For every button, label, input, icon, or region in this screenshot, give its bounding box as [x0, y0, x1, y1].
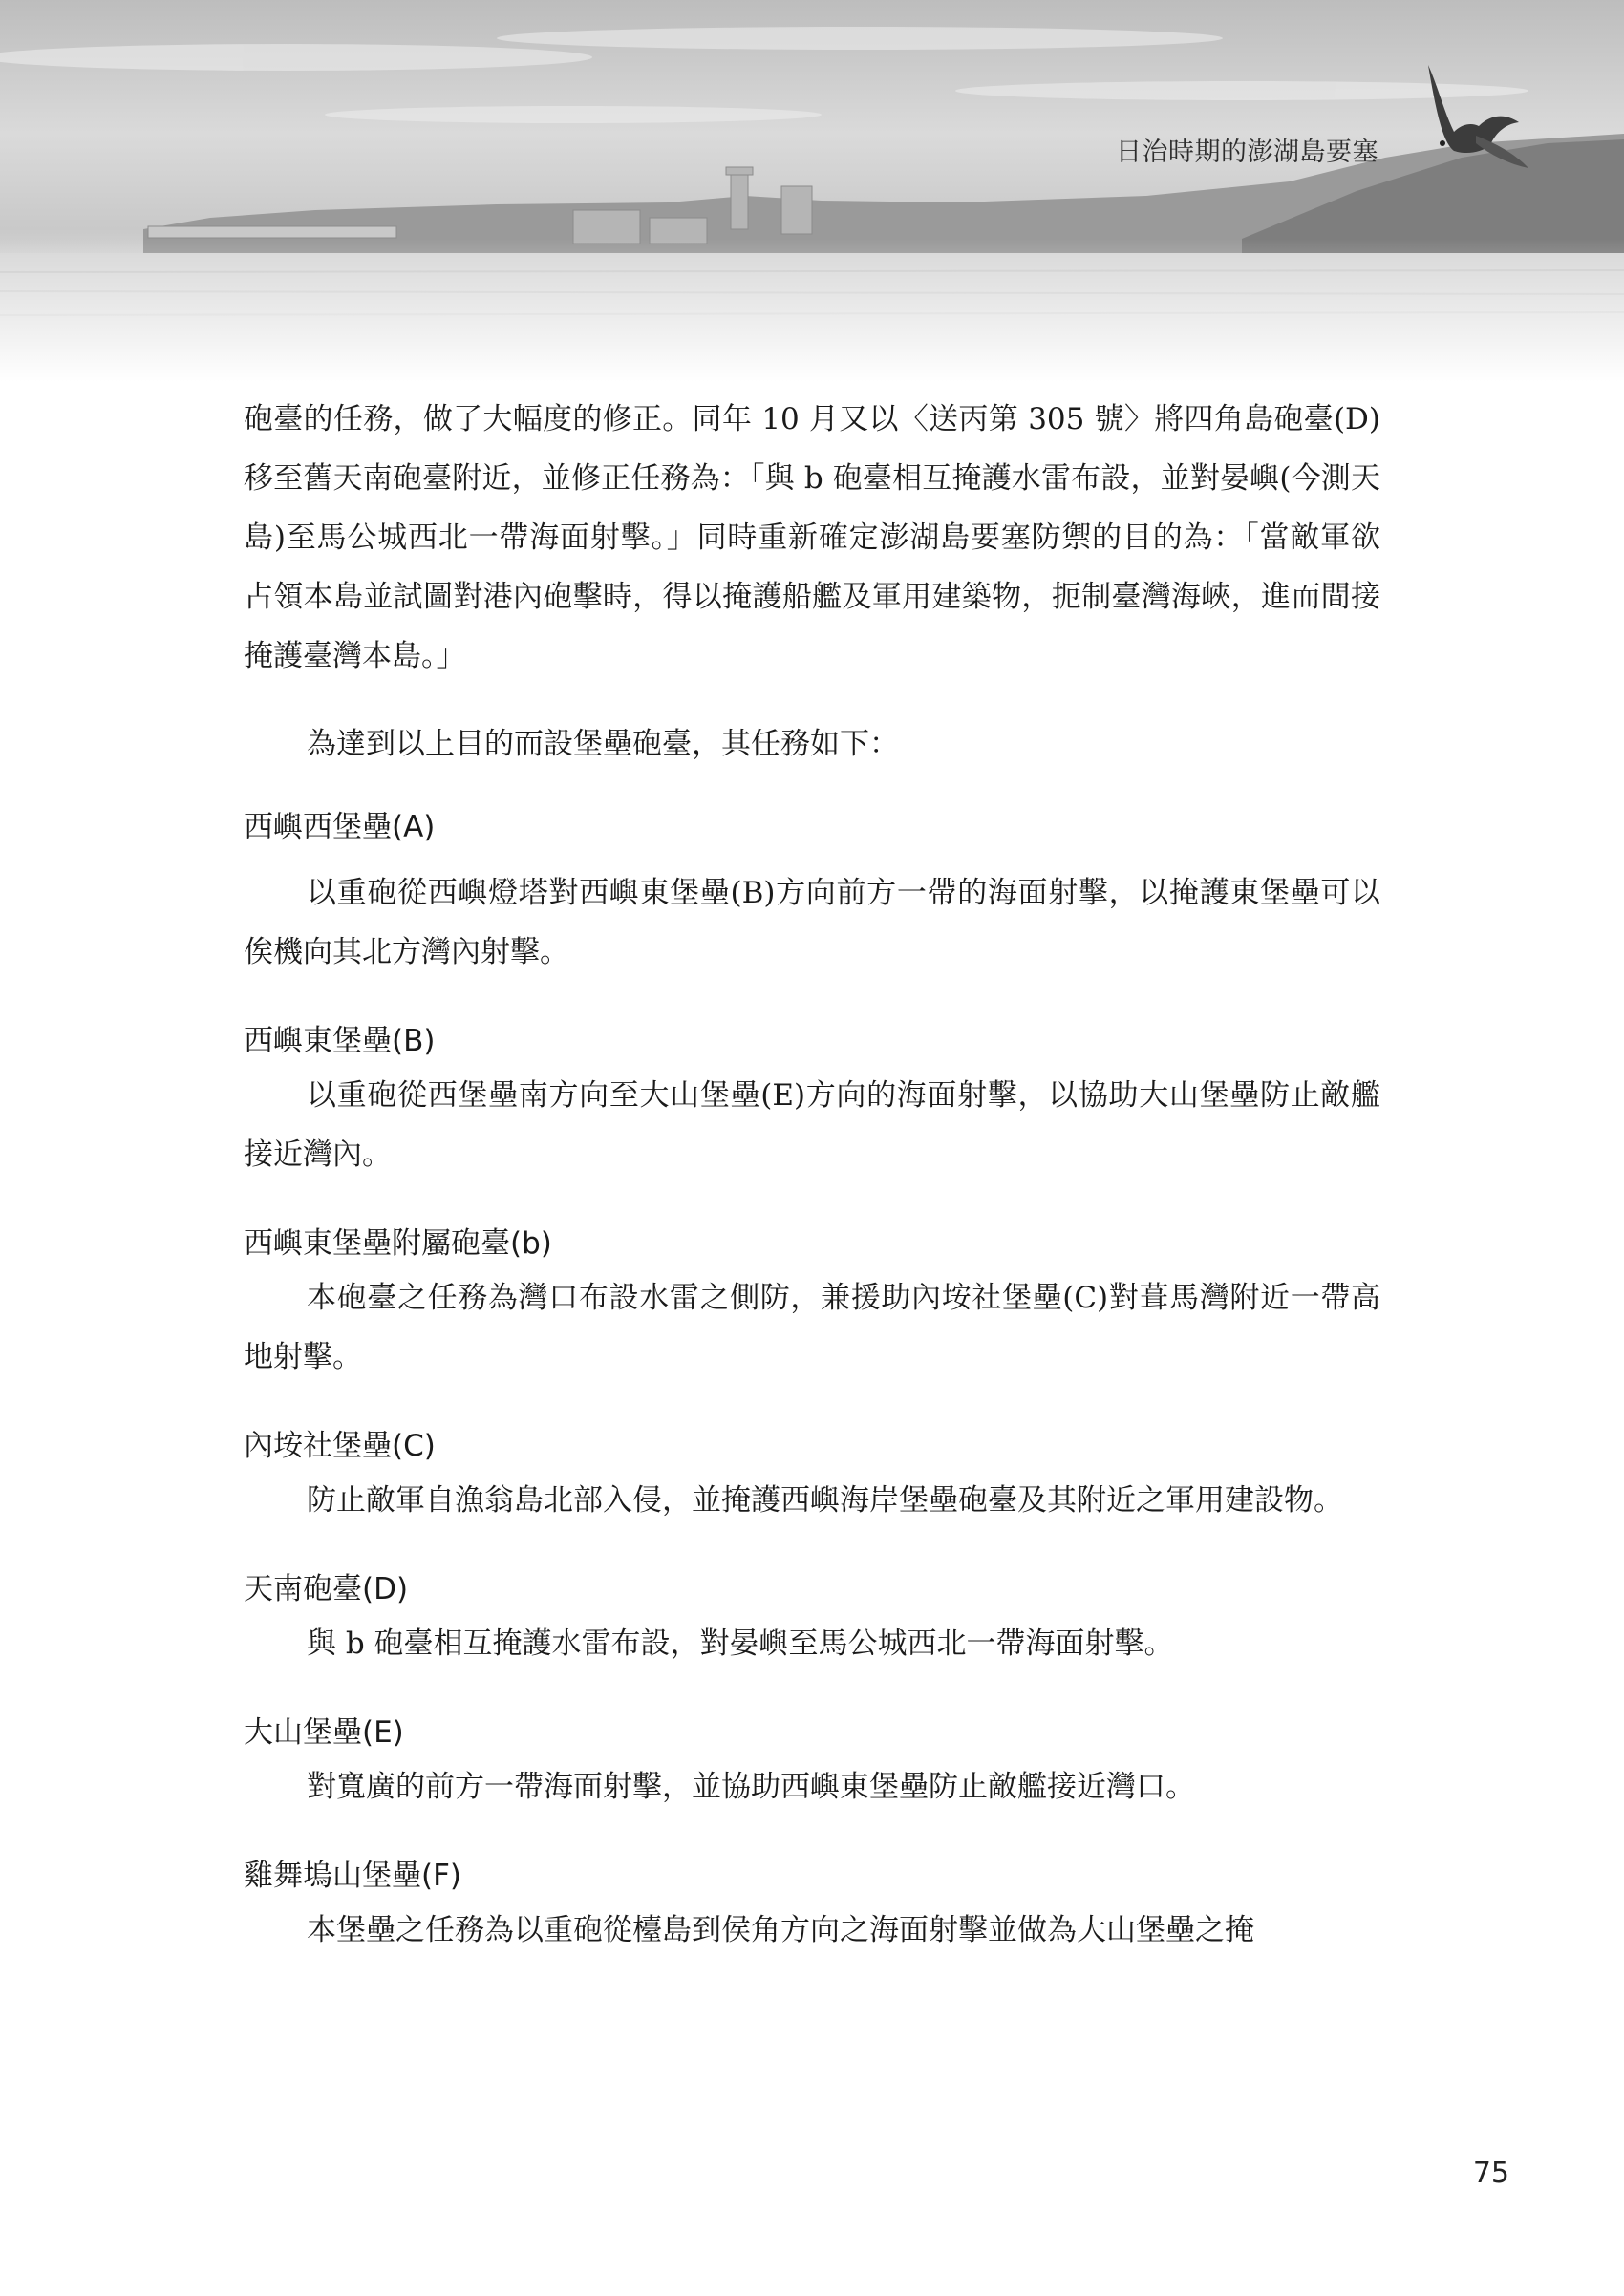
section-text-d: 與 b 砲臺相互掩護水雷布設，對晏嶼至馬公城西北一帶海面射擊。: [307, 1626, 1174, 1661]
section-heading-b-battery: 西嶼東堡壘附屬砲臺(b): [244, 1226, 552, 1261]
intro-paragraph: 砲臺的任務，做了大幅度的修正。同年 10 月又以〈送丙第 305 號〉將四角島砲臺(D)移至舊天南砲臺附近，並修正任務為：「與 b 砲臺相互掩護水雷布設，並對晏嶼(今測天島)至馬公城西北一帶海面射擊。」同時重新確定澎湖島要塞防禦的目的為：「當敵軍欲占領本島並試圖對港內砲擊時，得以掩護船艦及軍用建築物，扼制臺灣海峽，進而間接掩護臺灣本島。」: [244, 402, 1380, 673]
section-heading-d: 天南砲臺(D): [244, 1572, 409, 1606]
section-heading-a: 西嶼西堡壘(A): [244, 810, 436, 844]
header-banner: [0, 0, 1624, 382]
section-text-e: 對寬廣的前方一帶海面射擊，並協助西嶼東堡壘防止敵艦接近灣口。: [307, 1770, 1195, 1804]
section-text-c: 防止敵軍自漁翁島北部入侵，並掩護西嶼海岸堡壘砲臺及其附近之軍用建設物。: [307, 1483, 1343, 1518]
section-text-b: 以重砲從西堡壘南方向至大山堡壘(E)方向的海面射擊，以協助大山堡壘防止敵艦接近灣內。: [244, 1078, 1380, 1172]
section-text-f: 本堡壘之任務為以重砲從檯島到侯角方向之海面射擊並做為大山堡壘之掩: [307, 1913, 1254, 1947]
lead-in-paragraph: 為達到以上目的而設堡壘砲臺，其任務如下：: [307, 727, 899, 761]
running-title: 日治時期的澎湖島要塞: [1116, 138, 1378, 167]
page-number: 75: [1472, 2157, 1509, 2190]
section-heading-f: 雞舞塢山堡壘(F): [244, 1859, 462, 1893]
coastal-photo: [0, 0, 1624, 382]
section-heading-b: 西嶼東堡壘(B): [244, 1024, 436, 1058]
section-text-a: 以重砲從西嶼燈塔對西嶼東堡壘(B)方向前方一帶的海面射擊，以掩護東堡壘可以俟機向其北方灣內射擊。: [244, 876, 1380, 969]
section-text-b-battery: 本砲臺之任務為灣口布設水雷之側防，兼援助內垵社堡壘(C)對葺馬灣附近一帶高地射擊。: [244, 1281, 1380, 1374]
section-heading-e: 大山堡壘(E): [244, 1715, 404, 1750]
page-body: [244, 390, 1380, 1960]
section-heading-c: 內垵社堡壘(C): [244, 1429, 436, 1463]
